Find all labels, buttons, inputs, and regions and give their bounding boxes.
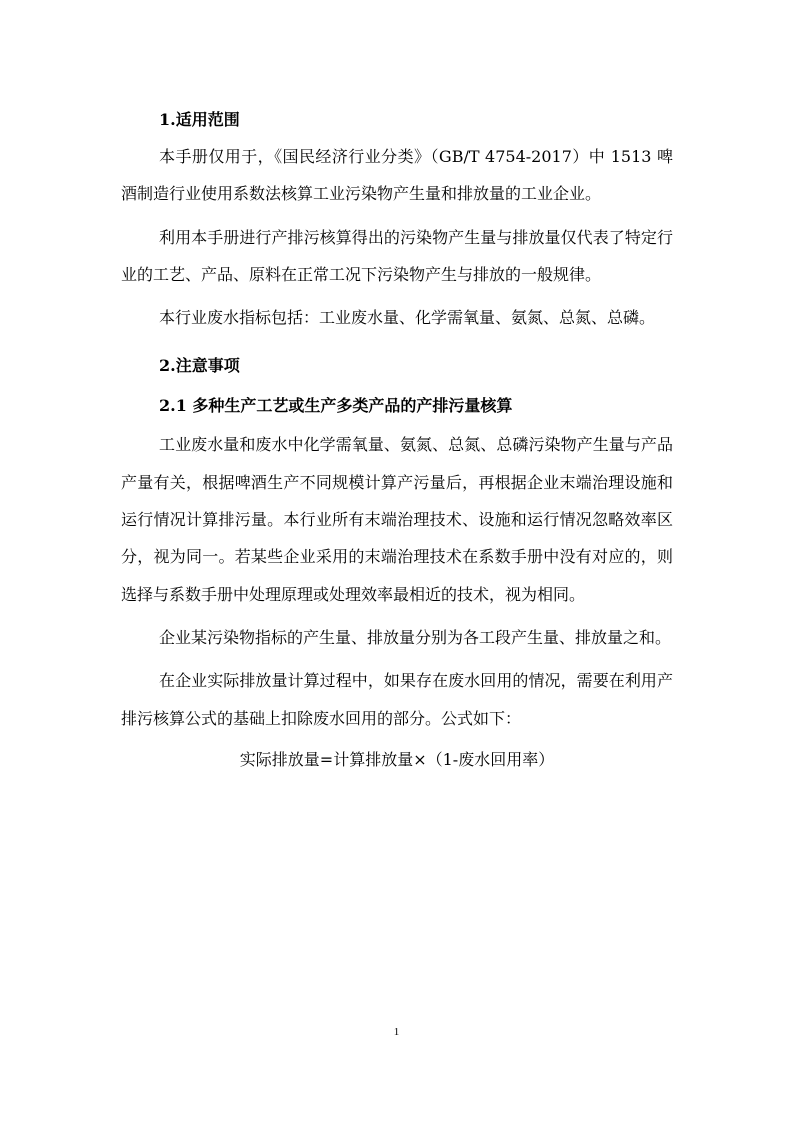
section-2-1-paragraph-1: 工业废水量和废水中化学需氧量、氨氮、总氮、总磷污染物产生量与产品产量有关，根据啤酒生产不同规模计算产污量后，再根据企业末端治理设施和运行情况计算排污量。本行业所有末端治理技术、设施和运行情况忽略效率区分，视为同一。若某些企业采用的末端治理技术在系数手册中没有对应的，则选择与系数手册中处理原理或处理效率最相近的技术，视为相同。 [121,435,673,604]
section-2-title: 2.注意事项 [159,356,240,376]
section-1-paragraph-2: 利用本手册进行产排污核算得出的污染物产生量与排放量仅代表了特定行业的工艺、产品、原料在正常工况下污染物产生与排放的一般规律。 [121,227,673,284]
document-body [121,102,673,778]
page-number: 1 [393,1026,400,1038]
section-1-title: 1.适用范围 [159,110,240,129]
section-2-1-paragraph-2: 企业某污染物指标的产生量、排放量分别为各工段产生量、排放量之和。 [159,627,672,647]
section-1-paragraph-1: 本手册仅用于，《国民经济行业分类》（GB/T 4754-2017）中 1513 啤酒制造行业使用系数法核算工业污染物产生量和排放量的工业企业。 [121,147,673,204]
section-1-paragraph-3: 本行业废水指标包括：工业废水量、化学需氧量、氨氮、总氮、总磷。 [159,308,656,328]
section-2-1-paragraph-3: 在企业实际排放量计算过程中，如果存在废水回用的情况，需要在利用产排污核算公式的基础上扣除废水回用的部分。公式如下： [121,671,673,728]
formula: 实际排放量=计算排放量×（1-废水回用率） [239,749,555,769]
section-2-1-title: 2.1 多种生产工艺或生产多类产品的产排污量核算 [159,396,513,416]
